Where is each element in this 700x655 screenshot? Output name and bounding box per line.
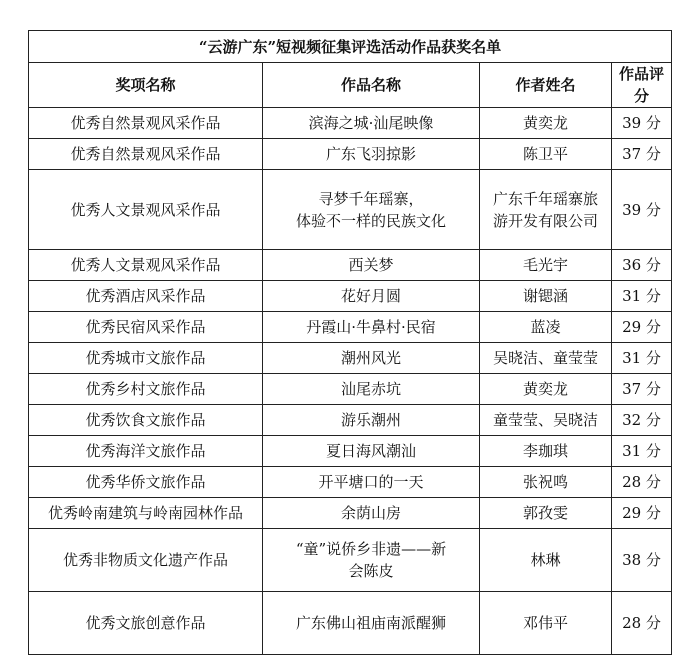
score-cell: 38 分 [612,529,672,592]
table-row [29,281,672,312]
work-cell: 夏日海风潮汕 [263,436,480,467]
header-score: 作品评分 [612,63,672,108]
header-work: 作品名称 [263,63,480,108]
score-cell: 29 分 [612,498,672,529]
author-cell: 邓伟平 [480,592,612,655]
author-cell: 童莹莹、吴晓洁 [480,405,612,436]
header-author: 作者姓名 [480,63,612,108]
award-cell: 优秀酒店风采作品 [29,281,263,312]
table-row [29,108,672,139]
work-cell: 开平塘口的一天 [263,467,480,498]
work-cell [263,170,480,250]
award-cell: 优秀华侨文旅作品 [29,467,263,498]
table-row [29,592,672,655]
header-row [29,63,672,108]
author-cell: 李珈琪 [480,436,612,467]
score-cell: 28 分 [612,592,672,655]
work-cell: 广东飞羽掠影 [263,139,480,170]
work-cell: 丹霞山·牛鼻村·民宿 [263,312,480,343]
score-cell: 29 分 [612,312,672,343]
score-cell: 31 分 [612,343,672,374]
score-cell: 39 分 [612,108,672,139]
award-cell: 优秀海洋文旅作品 [29,436,263,467]
table-row [29,436,672,467]
award-cell: 优秀非物质文化遗产作品 [29,529,263,592]
table-row [29,498,672,529]
table-row [29,139,672,170]
score-cell: 31 分 [612,281,672,312]
author-cell: 毛光宇 [480,250,612,281]
author-cell: 黄奕龙 [480,108,612,139]
work-cell [263,529,480,592]
score-cell: 32 分 [612,405,672,436]
author-cell: 郭孜雯 [480,498,612,529]
work-text: “童”说侨乡非遗——新 会陈皮 [295,540,447,580]
author-cell: 吴晓洁、童莹莹 [480,343,612,374]
table-row [29,529,672,592]
author-text: 广东千年瑶寨旅 游开发有限公司 [492,189,598,230]
award-cell: 优秀城市文旅作品 [29,343,263,374]
table-row [29,467,672,498]
award-cell: 优秀岭南建筑与岭南园林作品 [29,498,263,529]
score-cell: 37 分 [612,139,672,170]
author-cell: 黄奕龙 [480,374,612,405]
work-cell: 西关梦 [263,250,480,281]
table-row [29,312,672,343]
author-cell: 谢锶涵 [480,281,612,312]
work-text: 寻梦千年瑶寨， 体验不一样的民族文化 [295,189,446,230]
author-cell: 林琳 [480,529,612,592]
score-cell: 37 分 [612,374,672,405]
award-cell: 优秀文旅创意作品 [29,592,263,655]
table-row [29,374,672,405]
work-cell: 游乐潮州 [263,405,480,436]
award-cell: 优秀民宿风采作品 [29,312,263,343]
work-cell: 余荫山房 [263,498,480,529]
work-cell: 花好月圆 [263,281,480,312]
author-cell [480,170,612,250]
table-title: “云游广东”短视频征集评选活动作品获奖名单 [29,31,672,63]
award-cell: 优秀饮食文旅作品 [29,405,263,436]
award-cell: 优秀自然景观风采作品 [29,108,263,139]
award-cell: 优秀人文景观风采作品 [29,250,263,281]
award-cell: 优秀人文景观风采作品 [29,170,263,250]
author-cell: 张祝鸣 [480,467,612,498]
header-award: 奖项名称 [29,63,263,108]
table-row [29,343,672,374]
table-row [29,405,672,436]
table-row [29,250,672,281]
score-cell: 28 分 [612,467,672,498]
work-cell: 潮州风光 [263,343,480,374]
work-cell: 汕尾赤坑 [263,374,480,405]
work-cell: 滨海之城·汕尾映像 [263,108,480,139]
awards-table [28,30,672,655]
award-cell: 优秀乡村文旅作品 [29,374,263,405]
score-cell: 31 分 [612,436,672,467]
award-cell: 优秀自然景观风采作品 [29,139,263,170]
work-cell: 广东佛山祖庙南派醒狮 [263,592,480,655]
score-cell: 39 分 [612,170,672,250]
table-row [29,170,672,250]
author-cell: 蓝凌 [480,312,612,343]
author-cell: 陈卫平 [480,139,612,170]
score-cell: 36 分 [612,250,672,281]
